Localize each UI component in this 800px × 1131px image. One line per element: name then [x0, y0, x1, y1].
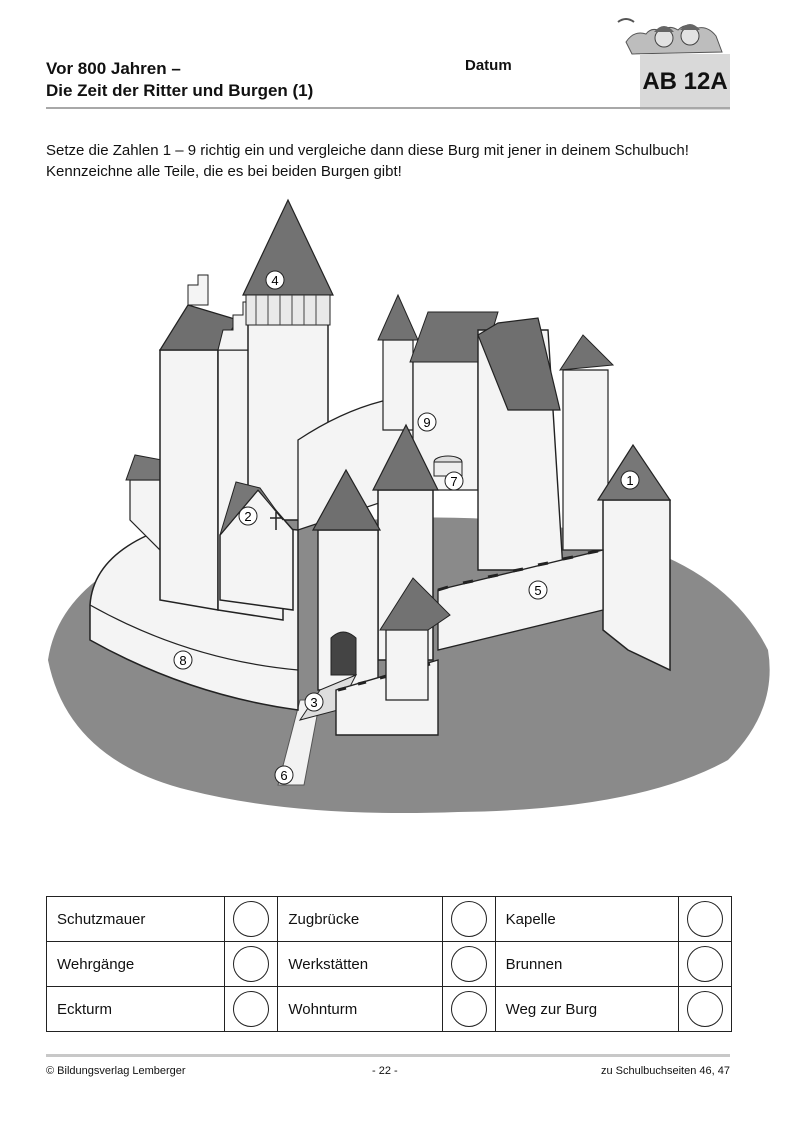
svg-text:4: 4: [271, 273, 279, 288]
answer-cell[interactable]: [442, 942, 495, 987]
header-divider: [46, 107, 730, 109]
term-cell: Brunnen: [495, 942, 678, 987]
castle-illustration: [38, 190, 778, 820]
answer-cell[interactable]: [225, 987, 278, 1032]
term-cell: Weg zur Burg: [495, 987, 678, 1032]
marker-3: [305, 693, 323, 711]
table-row: [47, 897, 732, 942]
terms-table: [46, 896, 732, 1032]
answer-cell[interactable]: [679, 987, 732, 1032]
marker-5: [529, 581, 547, 599]
marker-1: [621, 471, 639, 489]
svg-text:2: 2: [244, 509, 252, 524]
term-cell: Werkstätten: [278, 942, 442, 987]
marker-8: [174, 651, 192, 669]
marker-7: [445, 472, 463, 490]
term-cell: Wohnturm: [278, 987, 442, 1032]
svg-text:1: 1: [626, 473, 634, 488]
answer-cell[interactable]: [442, 897, 495, 942]
answer-circle[interactable]: [233, 901, 269, 937]
term-cell: Wehrgänge: [47, 942, 225, 987]
answer-circle[interactable]: [451, 946, 487, 982]
term-cell: Eckturm: [47, 987, 225, 1032]
datum-label: Datum: [465, 57, 512, 74]
answer-circle[interactable]: [687, 901, 723, 937]
answer-cell[interactable]: [225, 942, 278, 987]
term-cell: Zugbrücke: [278, 897, 442, 942]
marker-9: [418, 413, 436, 431]
svg-text:3: 3: [310, 695, 318, 710]
term-cell: Schutzmauer: [47, 897, 225, 942]
answer-cell[interactable]: [442, 987, 495, 1032]
footer-divider: [46, 1054, 730, 1057]
svg-text:7: 7: [450, 474, 458, 489]
svg-text:8: 8: [179, 653, 187, 668]
marker-2: [239, 507, 257, 525]
answer-circle[interactable]: [687, 946, 723, 982]
kids-illustration: [612, 12, 728, 58]
svg-text:9: 9: [423, 415, 431, 430]
svg-text:6: 6: [280, 768, 288, 783]
table-row: [47, 987, 732, 1032]
answer-cell[interactable]: [679, 942, 732, 987]
term-cell: Kapelle: [495, 897, 678, 942]
marker-6: [275, 766, 293, 784]
footer-reference: zu Schulbuchseiten 46, 47: [600, 1065, 730, 1077]
answer-circle[interactable]: [233, 946, 269, 982]
answer-cell[interactable]: [679, 897, 732, 942]
footer-page-number: - 22 -: [372, 1065, 398, 1077]
page-title: [46, 58, 313, 102]
svg-text:5: 5: [534, 583, 542, 598]
title-line-1: Vor 800 Jahren –: [46, 59, 181, 78]
sheet-code-badge: AB 12A: [640, 54, 730, 110]
instructions: [46, 140, 746, 182]
instruction-line-2: Kennzeichne alle Teile, die es bei beiden Burgen gibt!: [46, 163, 402, 180]
answer-cell[interactable]: [225, 897, 278, 942]
answer-circle[interactable]: [451, 991, 487, 1027]
marker-4: [266, 271, 284, 289]
answer-circle[interactable]: [451, 901, 487, 937]
table-row: [47, 942, 732, 987]
answer-circle[interactable]: [687, 991, 723, 1027]
title-line-2: Die Zeit der Ritter und Burgen (1): [46, 81, 314, 100]
footer-publisher: © Bildungsverlag Lemberger: [46, 1065, 186, 1077]
instruction-line-1: Setze die Zahlen 1 – 9 richtig ein und vergleiche dann diese Burg mit jener in deinem Schulbuch!: [46, 142, 689, 159]
palas: [160, 350, 218, 610]
answer-circle[interactable]: [233, 991, 269, 1027]
